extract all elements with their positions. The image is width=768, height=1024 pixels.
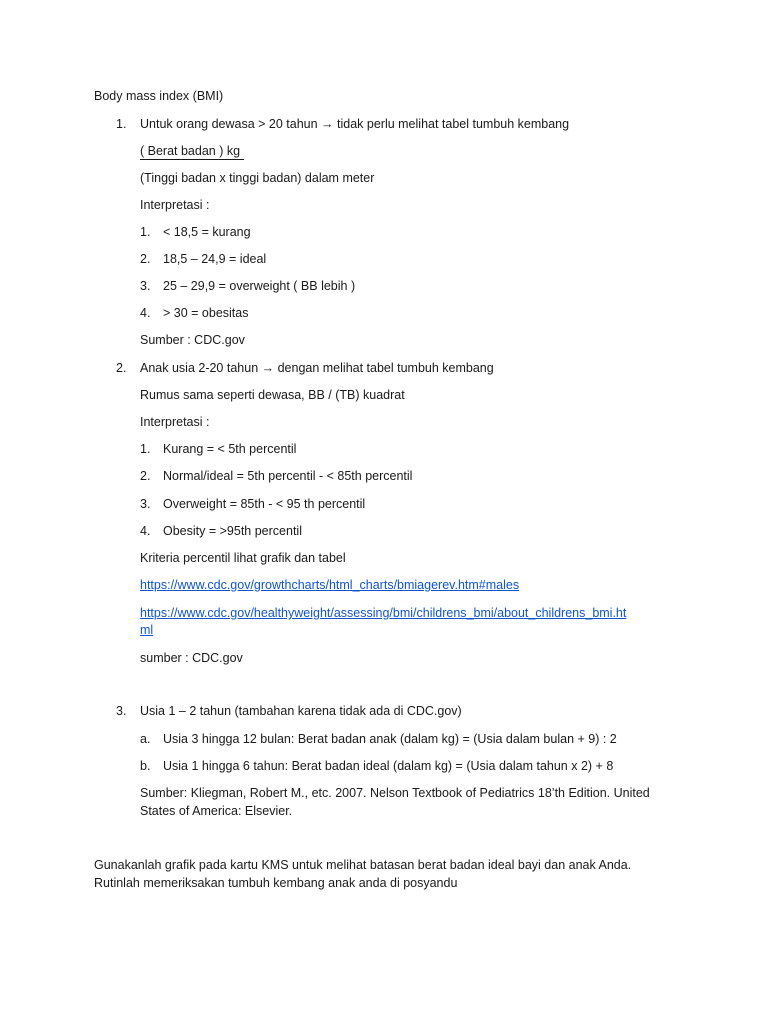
section-1-interpretation-label: Interpretasi :	[140, 198, 210, 212]
list-item: Normal/ideal = 5th percentil - < 85th percentil	[163, 469, 413, 483]
list-item: Obesity = >95th percentil	[163, 524, 302, 538]
section-3-number: 3.	[116, 704, 127, 718]
section-2-number: 2.	[116, 361, 127, 375]
list-item: Usia 3 hingga 12 bulan: Berat badan anak (dalam kg) = (Usia dalam bulan + 9) : 2	[163, 732, 617, 746]
list-item: Overweight = 85th - < 95 th percentil	[163, 497, 366, 511]
list-item: 18,5 – 24,9 = ideal	[163, 252, 267, 266]
list-item-number: 1.	[140, 225, 151, 239]
list-item-number: 4.	[140, 306, 151, 320]
cdc-bmi-chart-link[interactable]: https://www.cdc.gov/growthcharts/html_charts/bmiagerev.htm#males	[140, 578, 520, 592]
section-2-source: sumber : CDC.gov	[140, 651, 243, 665]
section-3-heading: Usia 1 – 2 tahun (tambahan karena tidak ada di CDC.gov)	[140, 704, 462, 718]
section-1-source: Sumber : CDC.gov	[140, 333, 245, 347]
list-item: < 18,5 = kurang	[163, 225, 251, 239]
section-3-source: Sumber: Kliegman, Robert M., etc. 2007. Nelson Textbook of Pediatrics 18’th Edition. United	[140, 786, 650, 800]
fraction-line	[140, 159, 244, 160]
list-item-number: 4.	[140, 524, 151, 538]
bmi-formula-denominator: (Tinggi badan x tinggi badan) dalam meter	[140, 171, 375, 185]
closing-paragraph-line-1: Gunakanlah grafik pada kartu KMS untuk melihat batasan berat badan ideal bayi dan anak Anda.	[94, 858, 632, 872]
list-item-number: 3.	[140, 497, 151, 511]
section-1-heading: Untuk orang dewasa > 20 tahun → tidak perlu melihat tabel tumbuh kembang	[140, 117, 570, 131]
list-item: 25 – 29,9 = overweight ( BB lebih )	[163, 279, 356, 293]
cdc-childrens-bmi-link-continued[interactable]: ml	[140, 623, 154, 637]
section-2-heading: Anak usia 2-20 tahun → dengan melihat tabel tumbuh kembang	[140, 361, 494, 375]
cdc-childrens-bmi-link[interactable]: https://www.cdc.gov/healthyweight/assessing/bmi/childrens_bmi/about_childrens_bmi.ht	[140, 606, 627, 620]
list-item-letter: a.	[140, 732, 151, 746]
section-2-formula: Rumus sama seperti dewasa, BB / (TB) kuadrat	[140, 388, 405, 402]
list-item-letter: b.	[140, 759, 151, 773]
list-item: Usia 1 hingga 6 tahun: Berat badan ideal (dalam kg) = (Usia dalam tahun x 2) + 8	[163, 759, 614, 773]
bmi-formula-numerator: ( Berat badan ) kg	[140, 144, 241, 158]
list-item-number: 2.	[140, 252, 151, 266]
list-item-number: 1.	[140, 442, 151, 456]
list-item-number: 3.	[140, 279, 151, 293]
section-1-number: 1.	[116, 117, 127, 131]
section-2-interpretation-label: Interpretasi :	[140, 415, 210, 429]
section-3-source-continued: States of America: Elsevier.	[140, 804, 293, 818]
list-item: > 30 = obesitas	[163, 306, 249, 320]
list-item: Kurang = < 5th percentil	[163, 442, 297, 456]
document-title: Body mass index (BMI)	[94, 89, 224, 103]
closing-paragraph-line-2: Rutinlah memeriksakan tumbuh kembang anak anda di posyandu	[94, 876, 458, 890]
section-2-criteria: Kriteria percentil lihat grafik dan tabel	[140, 551, 346, 565]
list-item-number: 2.	[140, 469, 151, 483]
